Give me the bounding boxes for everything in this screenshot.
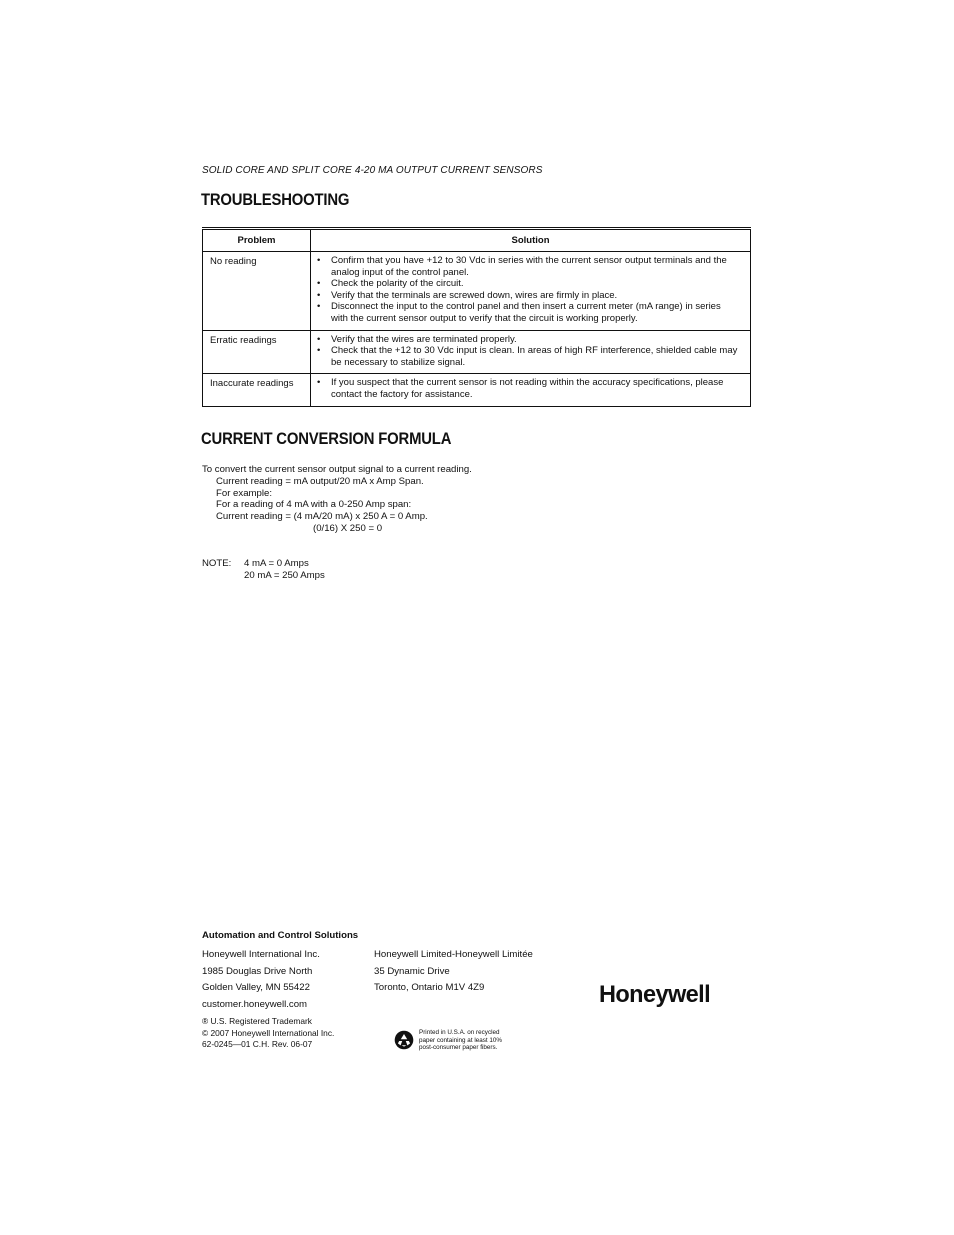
table-row [203,330,751,374]
canada-address [374,947,533,997]
solution-cell [311,252,751,331]
solution-list [317,255,740,325]
document-header: SOLID CORE AND SPLIT CORE 4-20 MA OUTPUT CURRENT SENSORS [202,165,543,176]
note-line: 4 mA = 0 Amps [244,558,309,569]
problem-column-header: Problem [203,229,311,252]
troubleshooting-table [202,227,751,407]
solution-list [317,377,740,400]
table-row [203,252,751,331]
us-city: Golden Valley, MN 55422 [202,982,310,993]
note-block [202,558,325,582]
website-link[interactable]: customer.honeywell.com [202,998,308,1010]
recycle-text-line: post-consumer paper fibers. [419,1044,498,1052]
solution-item: • Check that the +12 to 30 Vdc input is clean. In areas of high RF interference, shielded cable may be necessary to stabilize signal. [317,345,740,368]
table-header-row [203,229,751,252]
note-label: NOTE: [202,558,232,569]
solution-item: • Disconnect the input to the control panel and then insert a current meter (mA range) in series with the current sensor output to verify that the circuit is working properly. [317,301,740,324]
example-description: For a reading of 4 mA with a 0-250 Amp span: [216,499,412,511]
canada-company: Honeywell Limited-Honeywell Limitée [374,949,533,960]
solution-list [317,334,740,369]
us-street: 1985 Douglas Drive North [202,965,313,977]
conversion-intro: To convert the current sensor output signal to a current reading. [202,464,472,475]
trademark-notice: ® U.S. Registered Trademark [202,1016,312,1026]
conversion-title: CURRENT CONVERSION FORMULA [201,430,452,448]
recycle-notice [394,1029,539,1052]
legal-block [202,1016,334,1051]
problem-cell: Inaccurate readings [203,374,311,406]
note-line: 20 mA = 250 Amps [244,569,325,581]
recycle-icon [394,1030,414,1050]
recycle-text-line: Printed in U.S.A. on recycled [419,1029,500,1036]
recycle-text-line: paper containing at least 10% [419,1036,502,1044]
solution-item: • Verify that the terminals are screwed down, wires are firmly in place. [317,290,740,302]
solution-column-header: Solution [311,229,751,252]
us-address [202,947,320,1013]
solution-cell [311,374,751,406]
copyright-notice: © 2007 Honeywell International Inc. [202,1027,335,1038]
table-row [203,374,751,406]
solution-cell [311,330,751,374]
example-result: (0/16) X 250 = 0 [313,522,383,534]
document-number: 62-0245—01 C.H. Rev. 06-07 [202,1039,313,1050]
solution-item: • Confirm that you have +12 to 30 Vdc in series with the current sensor output terminals and the analog input of the control panel. [317,255,740,278]
conversion-body [202,464,472,535]
canada-street: 35 Dynamic Drive [374,965,450,977]
conversion-formula: Current reading = mA output/20 mA x Amp Span. [216,475,424,487]
solution-item: • Check the polarity of the circuit. [317,278,740,290]
troubleshooting-title: TROUBLESHOOTING [201,191,350,209]
problem-cell: Erratic readings [203,330,311,374]
solution-item: • If you suspect that the current sensor is not reading within the accuracy specifications, please contact the factory for assistance. [317,377,740,400]
example-label: For example: [216,487,272,499]
footer-heading: Automation and Control Solutions [202,930,359,941]
us-company: Honeywell International Inc. [202,949,320,960]
problem-cell: No reading [203,252,311,331]
example-calculation: Current reading = (4 mA/20 mA) x 250 A = 0 Amp. [216,511,428,523]
honeywell-logo: Honeywell [599,981,711,1008]
solution-item: • Verify that the wires are terminated properly. [317,334,740,346]
canada-city: Toronto, Ontario M1V 4Z9 [374,982,485,993]
